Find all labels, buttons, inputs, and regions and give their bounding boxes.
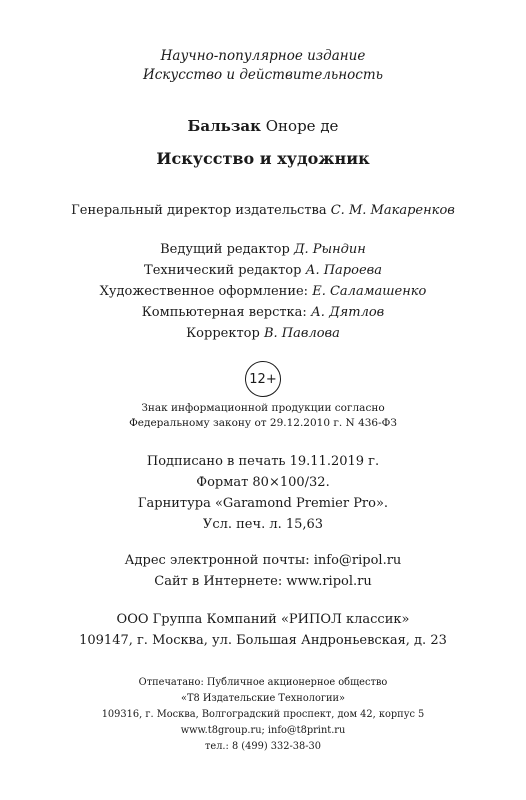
credit-name: В. Павлова <box>263 326 340 341</box>
print-typeface: Гарнитура «Garamond Premier Pro». <box>137 496 389 511</box>
series-line-2: Искусство и действительность <box>142 67 384 83</box>
author-given-name: Оноре де <box>265 117 339 135</box>
contact-email: Адрес электронной почты: info@ripol.ru <box>124 553 402 568</box>
printer-line-1: Отпечатано: Публичное акционерное общество <box>138 677 388 688</box>
credit-label: Компьютерная верстка: <box>141 305 307 320</box>
print-format: Формат 80×100/32. <box>196 475 330 490</box>
age-rating-badge: 12+ <box>245 361 281 397</box>
credit-lead-editor <box>0 242 526 257</box>
credit-name: С. М. Макаренков <box>330 203 455 218</box>
printer-line-3: 109316, г. Москва, Волгоградский проспект, дом 42, корпус 5 <box>101 709 425 720</box>
publisher-name: ООО Группа Компаний «РИПОЛ классик» <box>116 612 410 627</box>
credit-general-director <box>0 203 526 218</box>
credit-label: Ведущий редактор <box>160 242 290 257</box>
credit-label: Технический редактор <box>144 263 302 278</box>
printer-line-2: «Т8 Издательские Технологии» <box>180 693 346 704</box>
credit-art-design <box>0 284 526 299</box>
printer-line-5: тел.: 8 (499) 332-38-30 <box>204 741 322 752</box>
age-rating-note-1: Знак информационной продукции согласно <box>141 402 385 414</box>
printer-line-4: www.t8group.ru; info@t8print.ru <box>180 725 346 736</box>
credit-label: Художественное оформление: <box>99 284 309 299</box>
author-surname: Бальзак <box>187 117 261 135</box>
book-title: Искусство и художник <box>156 149 370 168</box>
author <box>0 117 526 135</box>
credit-tech-editor <box>0 263 526 278</box>
credit-name: А. Пароева <box>305 263 382 278</box>
credit-proofreader <box>0 326 526 341</box>
credit-label: Корректор <box>186 326 260 341</box>
publisher-address: 109147, г. Москва, ул. Большая Андроньевская, д. 23 <box>79 633 447 648</box>
credit-name: Д. Рындин <box>293 242 366 257</box>
contact-website: Сайт в Интернете: www.ripol.ru <box>154 574 372 589</box>
series-line-1: Научно-популярное издание <box>160 48 366 64</box>
credit-layout <box>0 305 526 320</box>
credit-label: Генеральный директор издательства <box>71 203 327 218</box>
print-signed: Подписано в печать 19.11.2019 г. <box>146 454 380 469</box>
credit-name: Е. Саламашенко <box>312 284 427 299</box>
credit-name: А. Дятлов <box>310 305 385 320</box>
age-rating-note-2: Федеральному закону от 29.12.2010 г. N 436-ФЗ <box>129 417 397 429</box>
print-sheets: Усл. печ. л. 15,63 <box>202 517 324 532</box>
